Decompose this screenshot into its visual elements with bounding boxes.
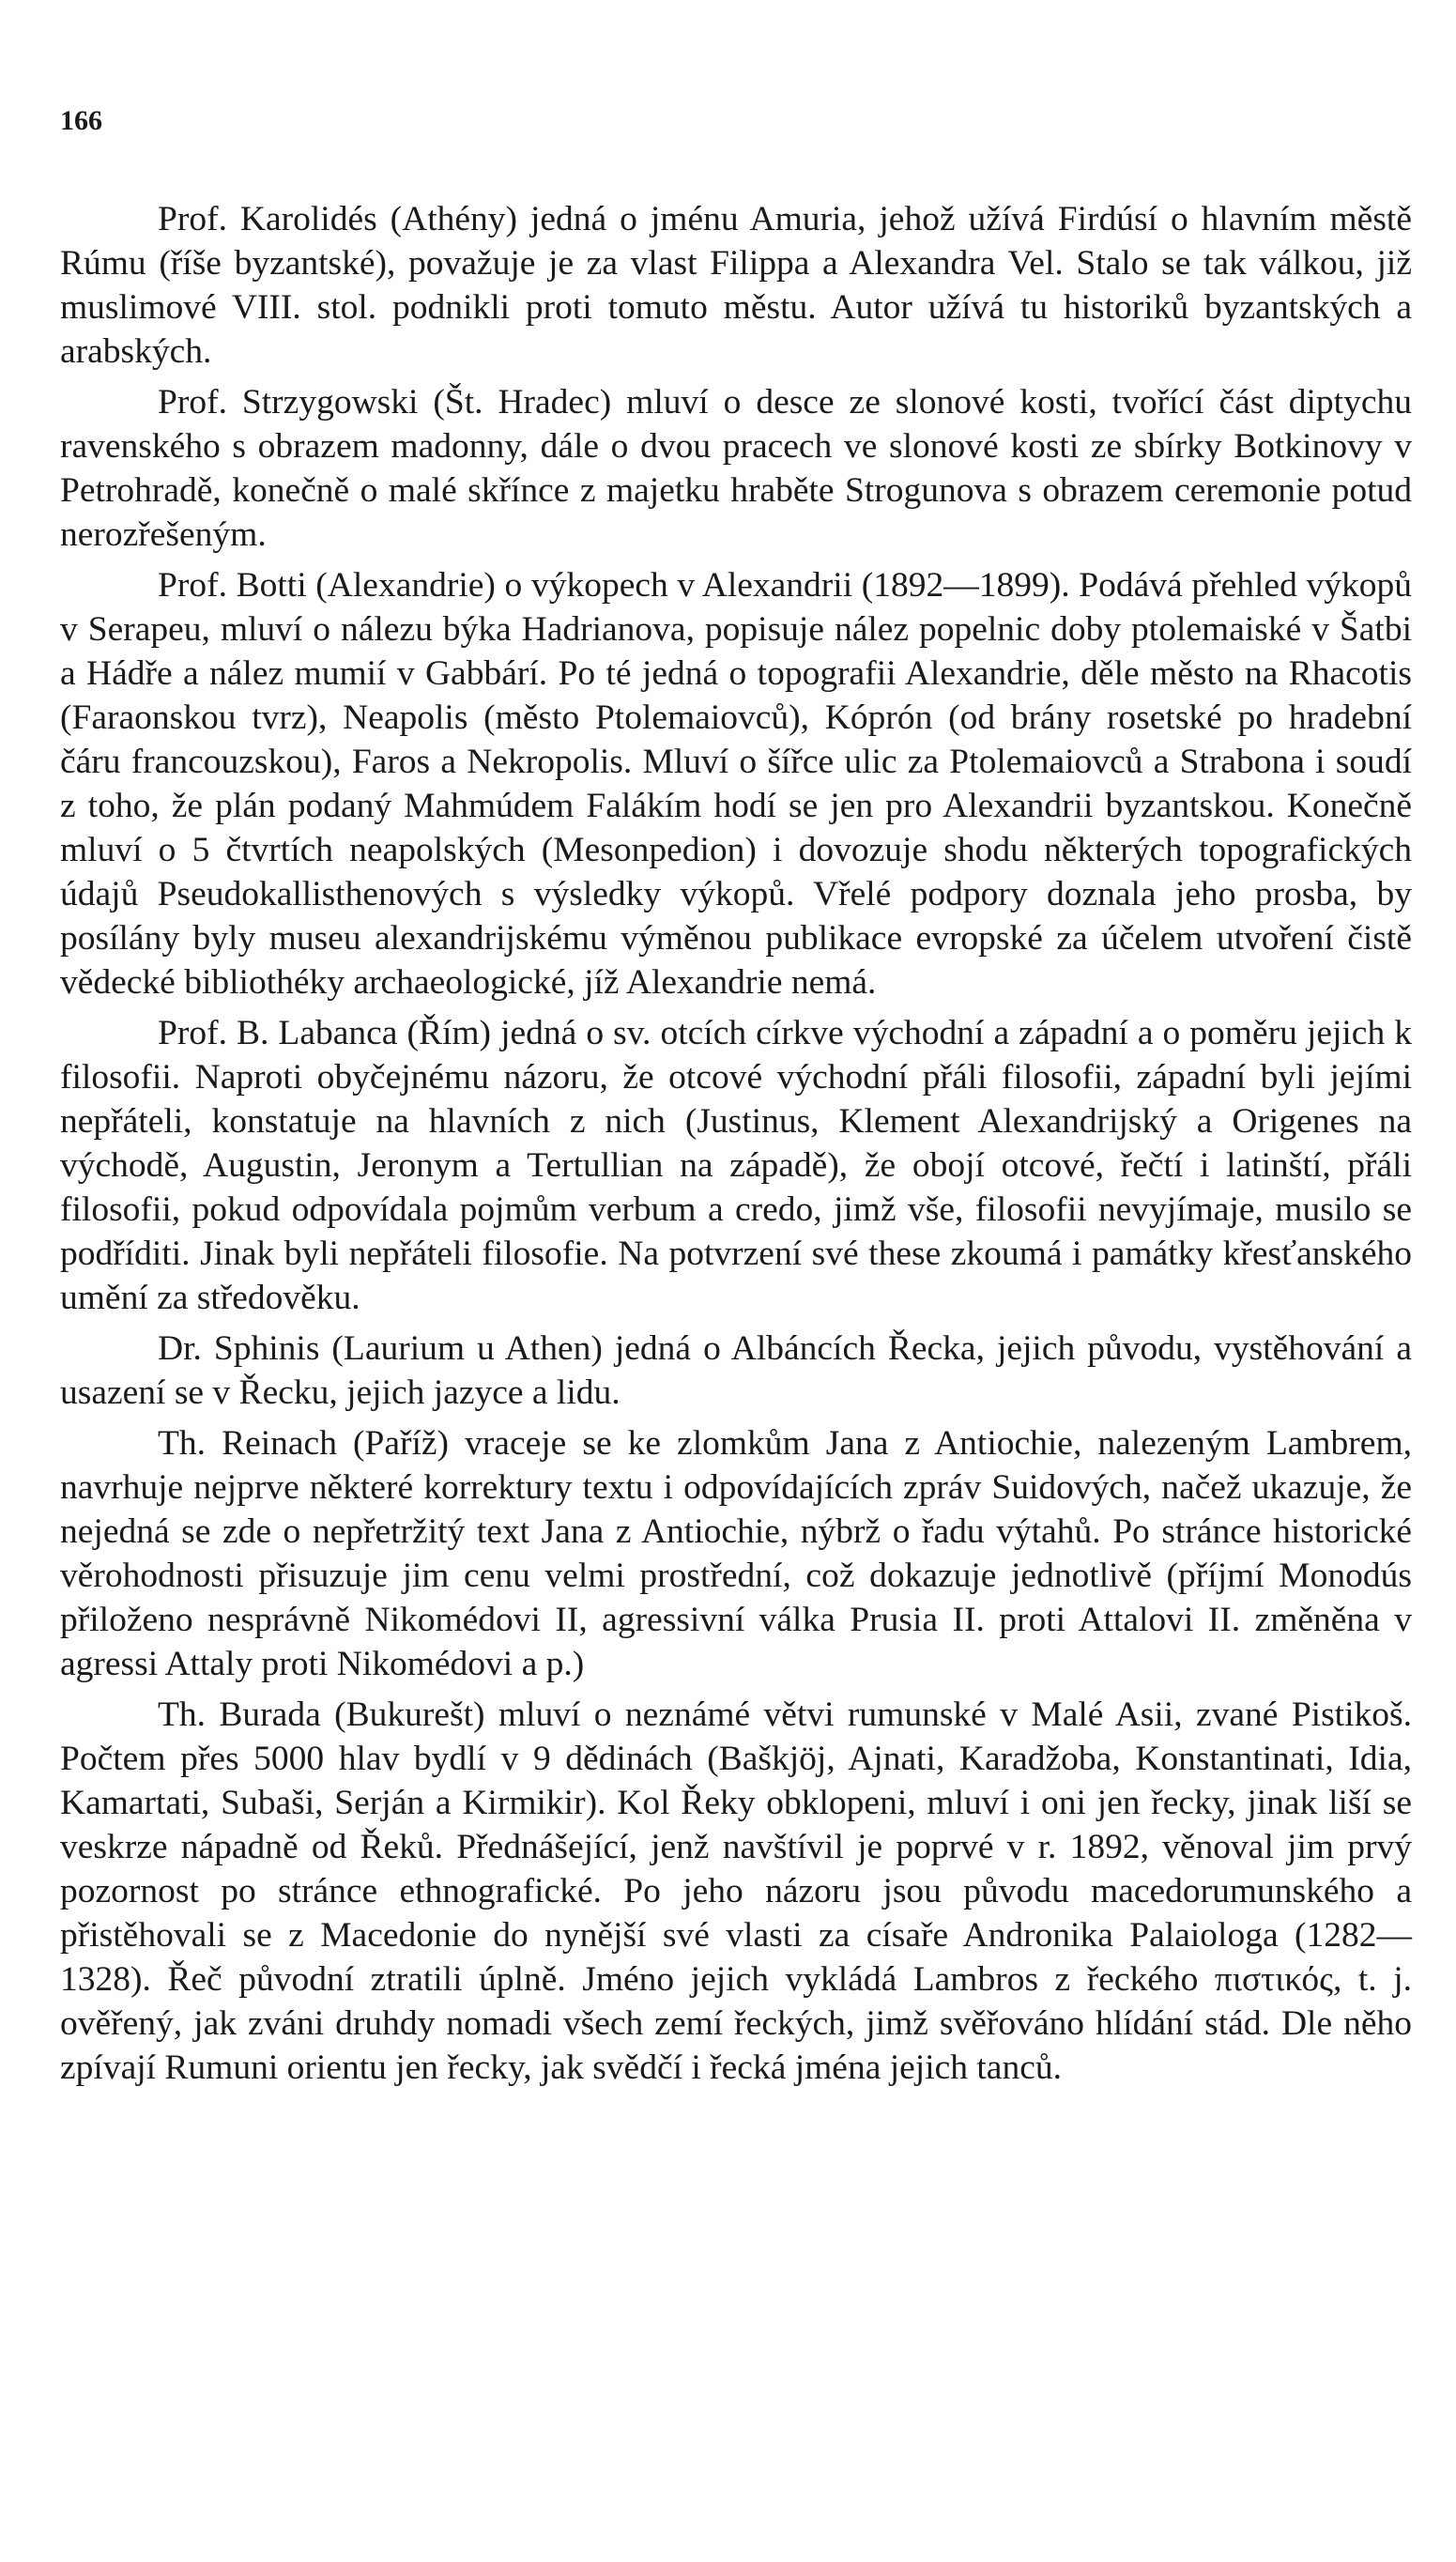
paragraph-sphinis: Dr. Sphinis (Laurium u Athen) jedná o Albáncích Řecka, jejich původu, vystěhování a usazení se v Řecku, jejich jazyce a lidu. [60, 1329, 1412, 1412]
paragraph-strzygowski: Prof. Strzygowski (Št. Hradec) mluví o desce ze slonové kosti, tvořící část diptychu ravenského s obrazem madonny, dále o dvou pracech ve slonové kosti ze sbírky Botkinovy v Petrohradě, konečně o malé skříncе z majetku hraběte Strogunova s obrazem ceremonie potud nerozřešeným. [60, 383, 1412, 554]
paragraph-karolides: Prof. Karolidés (Athény) jedná o jménu Amuria, jehož užívá Firdúsí o hlavním městě Rúmu (říše byzantské), považuje je za vlast Filippa a Alexandra Vel. Stalo se tak válkou, již muslimové VIII. stol. podnikli proti tomuto městu. Autor užívá tu historiků byzantských a arabských. [60, 200, 1412, 371]
paragraph-reinach: Th. Reinach (Paříž) vraceje se ke zlomkům Jana z Antiochie, nalezeným Lambrem, navrhuje nejprve některé korrektury textu i odpovídajících zpráv Suidových, načež ukazuje, že nejedná se zde o nepřetržitý text Jana z Antiochie, nýbrž o řadu výtahů. Po stránce historické věrohodnosti přisuzuje jim cenu velmi prostřední, což dokazuje jednotlivě (příjmí Monodús přiloženo nesprávně Nikomédovi II, agressivní válka Prusia II. proti Attalovi II. změněna v agressi Attaly proti Nikomédovi a p.) [60, 1424, 1412, 1683]
body-text [60, 197, 1412, 2096]
paragraph-botti: Prof. Botti (Alexandrie) o výkopech v Alexandrii (1892—1899). Podává přehled výkopů v Serapeu, mluví o nálezu býka Hadrianova, popisuje nález popelnic doby ptolemaiské v Šatbi a Hádře a nález mumií v Gabbárí. Po té jedná o topografii Alexandrie, děle město na Rhacotis (Faraonskou tvrz), Neapolis (město Ptolemaiovců), Kóprón (od brány rosetské po hradební čáru francouzskou), Faros a Nekropolis. Mluví o šířce ulic za Ptolemaiovců a Strabona i soudí z toho, že plán podaný Mahmúdem Falákím hodí se jen pro Alexandrii byzantskou. Konečně mluví o 5 čtvrtích neapolských (Mesonpedion) i dovozuje shodu některých topografických údajů Pseudokallisthenových s výsledky výkopů. Vřelé podpory doznala jeho prosba, by posílány byly museu alexandrijskému výměnou publikace evropské za účelem utvoření čistě vědecké bibliothéky archaeologické, jíž Alexandrie nemá. [60, 566, 1412, 1002]
page-number: 166 [60, 105, 102, 136]
paragraph-labanca: Prof. B. Labanca (Řím) jedná o sv. otcích církve východní a západní a o poměru jejich k filosofii. Naproti obyčejnému názoru, že otcové východní přáli filosofii, západní byli jejími nepřáteli, konstatuje na hlavních z nich (Justinus, Klement Alexandrijský a Origenes na východě, Augustin, Jeronym a Tertullian na západě), že obojí otcové, řečtí i latinští, přáli filosofii, pokud odpovídala pojmům verbum a credo, jimž vše, filosofii nevyjímaje, musilo se podříditi. Jinak byli nepřáteli filosofie. Na potvrzení své these zkoumá i památky křesťanského umění za středověku. [60, 1014, 1412, 1317]
paragraph-burada: Th. Burada (Bukurešt) mluví o neznámé větvi rumunské v Malé Asii, zvané Pistikoš. Počtem přes 5000 hlav bydlí v 9 dědinách (Baškjöj, Ajnati, Karadžoba, Konstantinati, Idia, Kamartati, Subaši, Serján a Kirmikir). Kol Řeky obklopeni, mluví i oni jen řecky, jinak liší se veskrze nápadně od Řeků. Přednášející, jenž navštívil je poprvé v r. 1892, věnoval jim prvý pozornost po stránce ethnografické. Po jeho názoru jsou původu macedorumunského a přistěhovali se z Macedonie do nynější své vlasti za císaře Andronika Palaiologa (1282—1328). Řeč původní ztratili úplně. Jméno jejich vykládá Lambros z řeckého πιστικός, t. j. ověřený, jak zváni druhdy nomadi všech zemí řeckých, jimž svěřováno hlídání stád. Dle něho zpívají Rumuni orientu jen řecky, jak svědčí i řecká jména jejich tanců. [60, 1695, 1412, 2087]
